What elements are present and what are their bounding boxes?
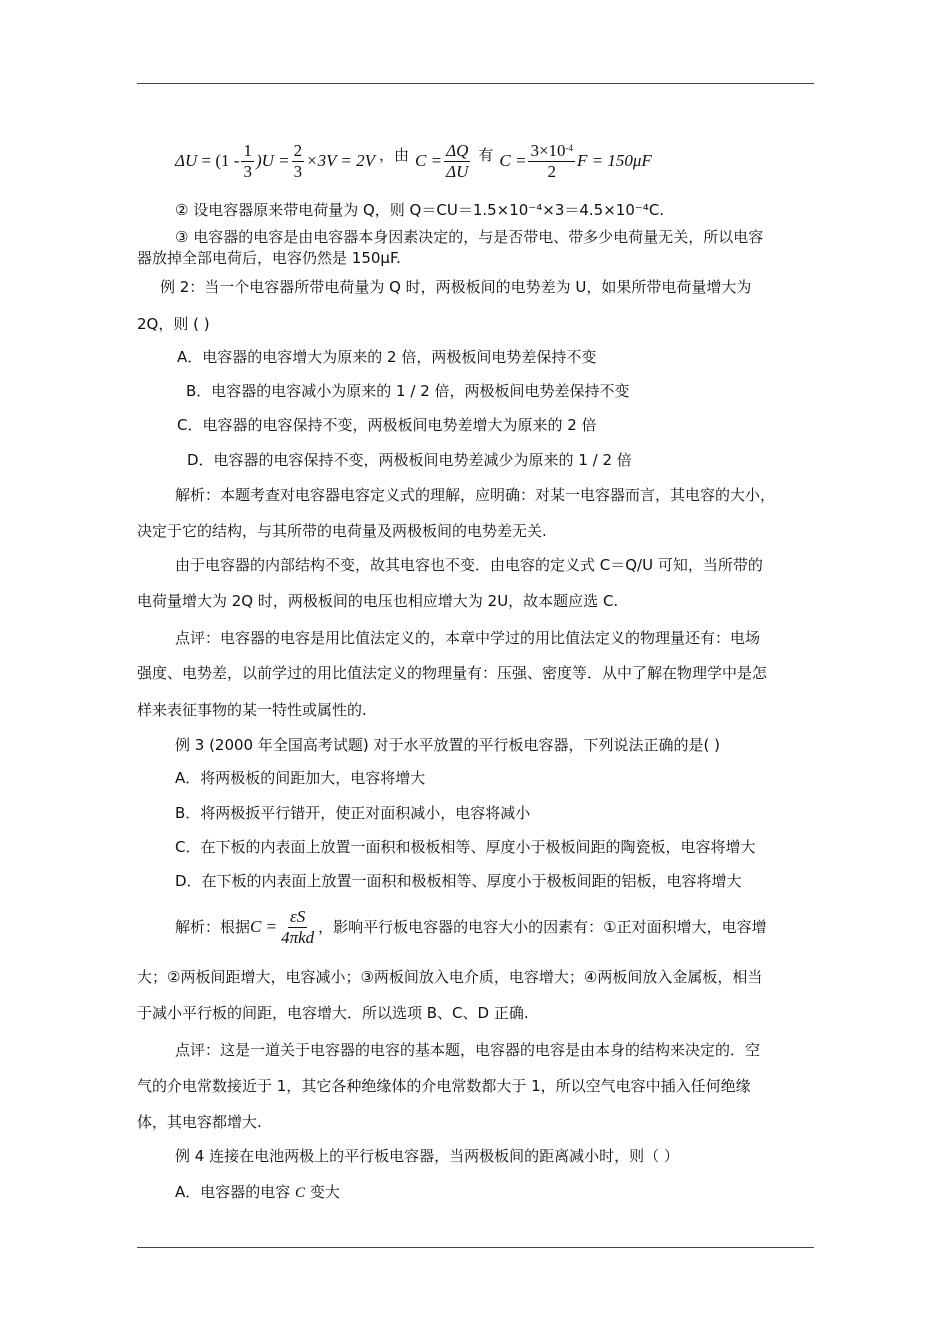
option-b-line: B．电容器的电容减小为原来的 1 / 2 倍，两极板间电势差保持不变 (186, 382, 630, 400)
footer-rule (137, 1247, 814, 1248)
option-b-line-2: B．将两极扳平行错开，使正对面积减小，电容将减小 (175, 804, 531, 822)
eq1-lhs: ΔU (175, 151, 198, 170)
eq3-lhs: C = (499, 151, 527, 170)
fraction-dq-du: $\frac{\Delta Q}{\Delta U}$ (446, 140, 469, 181)
text-line-12: 由于电容器的内部结构不变，故其电容也不变．由电容的定义式 C＝Q/U 可知，当所带的 (175, 556, 763, 574)
text-line-5: 2Q，则 ( ) (137, 315, 210, 333)
text-line-24: 于减小平行板的间距，电容增大．所以选项 B、C、D 正确. (137, 1004, 529, 1022)
capacitance-formula-lhs: C = (250, 917, 278, 936)
text-line-16: 样来表征事物的某一特性或属性的. (137, 701, 367, 719)
text-line-4: 例 2：当一个电容器所带电荷量为 Q 时，两极板间的电势差为 U，如果所带电荷量增大为 (160, 278, 752, 296)
text-line-14: 点评：电容器的电容是用比值法定义的，本章中学过的用比值法定义的物理量还有：电场 (175, 629, 761, 647)
formula-row (175, 136, 652, 186)
eq1-after: )U = (255, 151, 290, 170)
option-a-line-2: A．将两极板的间距加大，电容将增大 (175, 769, 426, 787)
option-d-line-2: D．在下板的内表面上放置一面积和极板相等、厚度小于极板间距的铝板，电容将增大 (175, 872, 742, 890)
text-line-11: 决定于它的结构，与其所带的电荷量及两极板间的电势差无关. (137, 522, 547, 540)
text-line-10: 解析：本题考查对电容器电容定义式的理解，应明确：对某一电容器而言，其电容的大小， (175, 486, 776, 504)
fraction-eps-s: $\frac{\varepsilon S}{\text{4πkd}}$ (281, 906, 315, 947)
eq1-mid: = (1 - (201, 151, 240, 170)
eq1-tail: ×3V = 2V (306, 151, 376, 170)
option-a-line: A．电容器的电容增大为原来的 2 倍，两极板间电势差保持不变 (177, 348, 597, 366)
header-rule (137, 83, 814, 84)
text-line-13: 电荷量增大为 2Q 时，两极板间的电压也相应增大为 2U，故本题应选 C. (137, 592, 619, 610)
text-line-2: ③ 电容器的电容是由电容器本身因素决定的，与是否带电、带多少电荷量无关，所以电容 (175, 228, 764, 246)
text-line-1: ② 设电容器原来带电荷量为 Q，则 Q＝CU＝1.5×10⁻⁴×3＝4.5×10⁻⁴C. (175, 201, 665, 219)
option-d-line: D．电容器的电容保持不变，两极板间电势差减少为原来的 1 / 2 倍 (187, 451, 632, 469)
option-c-line: C．电容器的电容保持不变，两极板间电势差增大为原来的 2 倍 (177, 416, 597, 434)
text-line-28: 例 4 连接在电池两极上的平行板电容器，当两极板间的距离减小时，则（ ） (175, 1147, 679, 1165)
text-line-22: 解析：根据 C = $\frac{\varepsilon S}{\text{4πkd}}$ ，影响平行板电容器的电容大小的因素有：①正对面积增大，电容增 (175, 906, 767, 947)
text-line-3: 器放掉全部电荷后，电容仍然是 150μF. (137, 249, 401, 267)
fraction-capacitance: $\frac{3\times 10^{-4}}{2}$ (530, 140, 574, 181)
text-line-23: 大；②两板间距增大，电容减小；③两板间放入电介质，电容增大；④两板间放入金属板，相当 (137, 968, 763, 986)
sep-you: ，由 (379, 146, 410, 164)
fraction-two-thirds: $\frac{2}{3}$ (293, 140, 303, 181)
text-line-25: 点评：这是一道关于电容器的电容的基本题，电容器的电容是由本身的结构来决定的．空 (175, 1041, 761, 1059)
text-line-15: 强度、电势差，以前学过的用比值法定义的物理量有：压强、密度等．从中了解在物理学中是怎 (137, 664, 768, 682)
eq2-lhs: C = (415, 151, 443, 170)
sep-has: 有 (478, 146, 494, 164)
option-c-line-2: C．在下板的内表面上放置一面积和极板相等、厚度小于极板间距的陶瓷板，电容将增大 (175, 838, 756, 856)
text-line-17: 例 3 (2000 年全国高考试题) 对于水平放置的平行板电容器，下列说法正确的是( ) (175, 736, 720, 754)
fraction-one-third: $\frac{1}{3}$ (243, 140, 252, 181)
text-line-27: 体，其电容都增大. (137, 1113, 262, 1131)
option-a-line-3: A．电容器的电容 C 变大 (175, 1183, 340, 1201)
eq3-tail: F = 150μF (577, 151, 652, 170)
text-line-26: 气的介电常数接近于 1，其它各种绝缘体的介电常数都大于 1，所以空气电容中插入任何绝缘 (137, 1077, 751, 1095)
